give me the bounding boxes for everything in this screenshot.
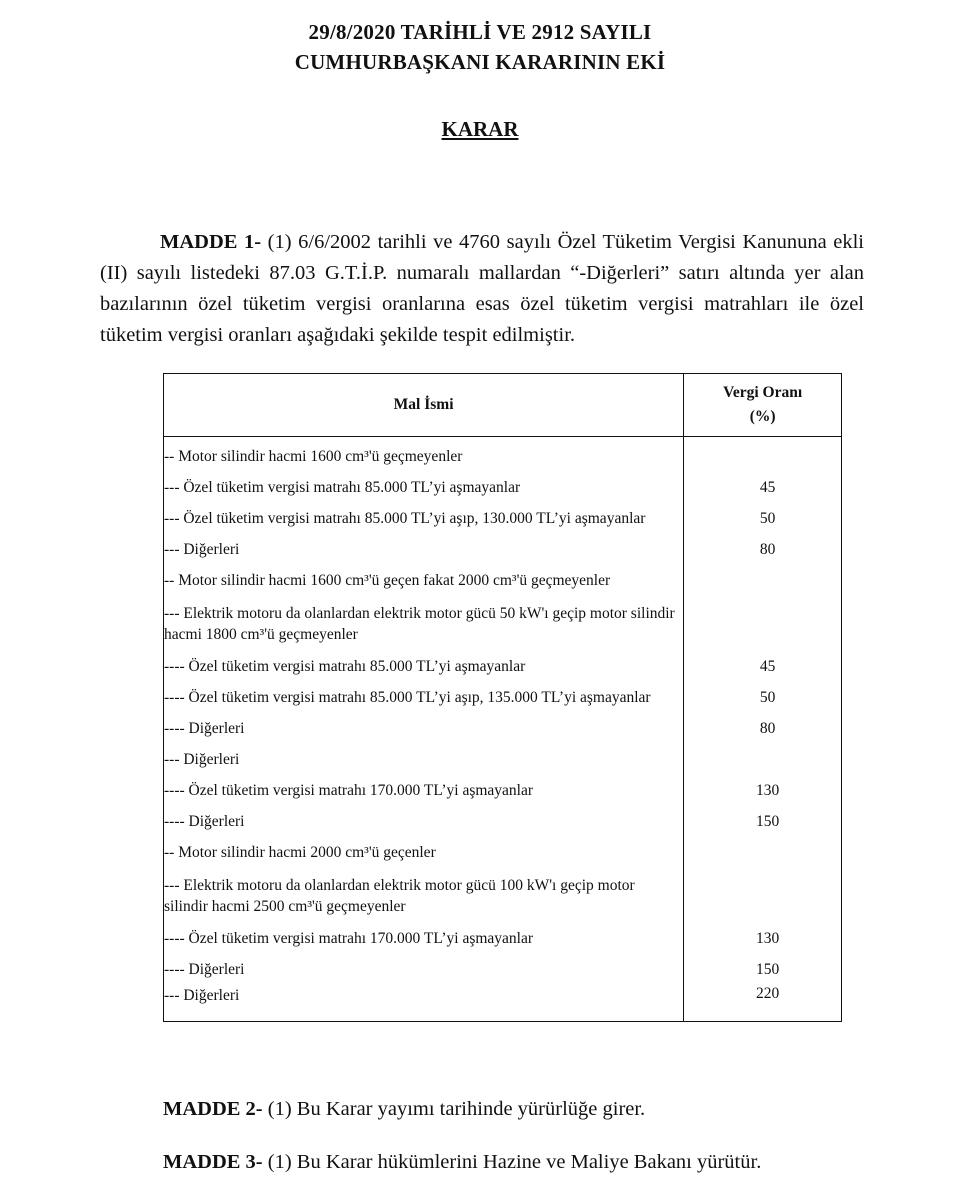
tax-rate-cell: 220 <box>755 985 780 1002</box>
article-3-label: MADDE 3- <box>163 1151 263 1173</box>
tax-rate-cell: 45 <box>759 478 776 496</box>
table-row <box>164 651 842 682</box>
item-name-cell: -- Motor silindir hacmi 1600 cm³'ü geçen fakat 2000 cm³'ü geçmeyenler <box>164 565 684 596</box>
item-name-cell: -- Motor silindir hacmi 1600 cm³'ü geçmeyenler <box>164 437 684 473</box>
item-name-cell: --- Diğerleri <box>164 744 684 775</box>
tax-rate-cell <box>684 596 842 651</box>
article-1-label: MADDE 1- <box>160 231 262 253</box>
tax-rate-cell: 150 <box>755 960 780 978</box>
item-name-cell: --- Elektrik motoru da olanlardan elektrik motor gücü 100 kW'ı geçip motor silindir hacmi 2500 cm³'ü geçmeyenler <box>164 868 684 923</box>
item-name-cell: ---- Özel tüketim vergisi matrahı 170.000 TL’yi aşmayanlar <box>164 923 684 954</box>
article-1-text: (1) 6/6/2002 tarihli ve 4760 sayılı Özel Tüketim Vergisi Kanununa ekli (II) sayılı listedeki 87.03 G.T.İ.P. numaralı mallardan “-Diğerleri” satırı altında yer alan bazılarının özel tüketim vergisi oranlarına esas özel tüketim vergisi matrahları ile özel tüketim vergisi oranları aşağıdaki şekilde tespit edilmiştir. <box>100 231 865 346</box>
item-name-cell: --- Özel tüketim vergisi matrahı 85.000 TL’yi aşıp, 130.000 TL’yi aşmayanlar <box>164 503 684 534</box>
table-row <box>164 596 842 651</box>
tax-rate-cell <box>684 565 842 596</box>
item-name-cell: ---- Özel tüketim vergisi matrahı 170.000 TL’yi aşmayanlar <box>164 775 684 806</box>
item-name-cell: -- Motor silindir hacmi 2000 cm³'ü geçenler <box>164 837 684 868</box>
article-3-text: (1) Bu Karar hükümlerini Hazine ve Maliye Bakanı yürütür. <box>267 1151 762 1173</box>
tax-rate-cell: 50 <box>759 688 776 706</box>
document-title-line-2: CUMHURBAŞKANI KARARININ EKİ <box>294 50 666 74</box>
tax-rate-cell <box>684 437 842 473</box>
karar-heading: KARAR <box>441 117 519 141</box>
item-name-cell: ---- Özel tüketim vergisi matrahı 85.000 TL’yi aşmayanlar <box>164 651 684 682</box>
table-row <box>164 682 842 713</box>
table-row <box>164 775 842 806</box>
tax-rate-cell <box>684 868 842 923</box>
table-row <box>164 565 842 596</box>
table-row <box>164 985 842 1022</box>
item-name-cell: --- Elektrik motoru da olanlardan elektrik motor gücü 50 kW'ı geçip motor silindir hacmi 1800 cm³'ü geçmeyenler <box>164 596 684 651</box>
tax-rate-header-label: Vergi Oranı <box>723 384 803 401</box>
table-row <box>164 472 842 503</box>
table-row <box>164 868 842 923</box>
table-row <box>164 713 842 744</box>
table-row <box>164 437 842 473</box>
article-3-paragraph <box>163 1151 761 1174</box>
tax-rate-cell: 45 <box>759 657 776 675</box>
tax-rate-cell: 50 <box>759 509 776 527</box>
table-row <box>164 503 842 534</box>
item-name-cell: ---- Diğerleri <box>164 954 684 985</box>
column-header-item-name: Mal İsmi <box>164 374 684 437</box>
tax-rate-cell <box>684 744 842 775</box>
table-row <box>164 806 842 837</box>
item-name-cell: --- Özel tüketim vergisi matrahı 85.000 TL’yi aşmayanlar <box>164 472 684 503</box>
tax-rate-cell: 150 <box>755 812 780 830</box>
table-header-row <box>164 374 842 437</box>
tax-rate-table <box>163 373 842 1022</box>
table-row <box>164 534 842 565</box>
item-name-cell: --- Diğerleri <box>164 534 684 565</box>
tax-rate-cell: 80 <box>759 719 776 737</box>
item-name-cell: ---- Diğerleri <box>164 713 684 744</box>
item-name-cell: ---- Diğerleri <box>164 806 684 837</box>
article-2-paragraph <box>163 1098 645 1121</box>
article-1-paragraph <box>100 227 864 351</box>
table-row <box>164 837 842 868</box>
article-2-text: (1) Bu Karar yayımı tarihinde yürürlüğe girer. <box>267 1098 646 1120</box>
tax-rate-header-unit: (%) <box>749 408 776 425</box>
tax-rate-cell: 130 <box>755 929 780 947</box>
column-header-tax-rate <box>684 374 842 437</box>
table-row <box>164 954 842 985</box>
tax-rate-cell: 80 <box>759 540 776 558</box>
tax-rate-cell <box>684 837 842 868</box>
article-2-label: MADDE 2- <box>163 1098 263 1120</box>
document-title-line-1: 29/8/2020 TARİHLİ VE 2912 SAYILI <box>308 20 652 44</box>
item-name-cell: ---- Özel tüketim vergisi matrahı 85.000 TL’yi aşıp, 135.000 TL’yi aşmayanlar <box>164 682 684 713</box>
table-row <box>164 744 842 775</box>
tax-rate-cell: 130 <box>755 781 780 799</box>
item-name-cell: --- Diğerleri <box>164 985 684 1022</box>
table-row <box>164 923 842 954</box>
